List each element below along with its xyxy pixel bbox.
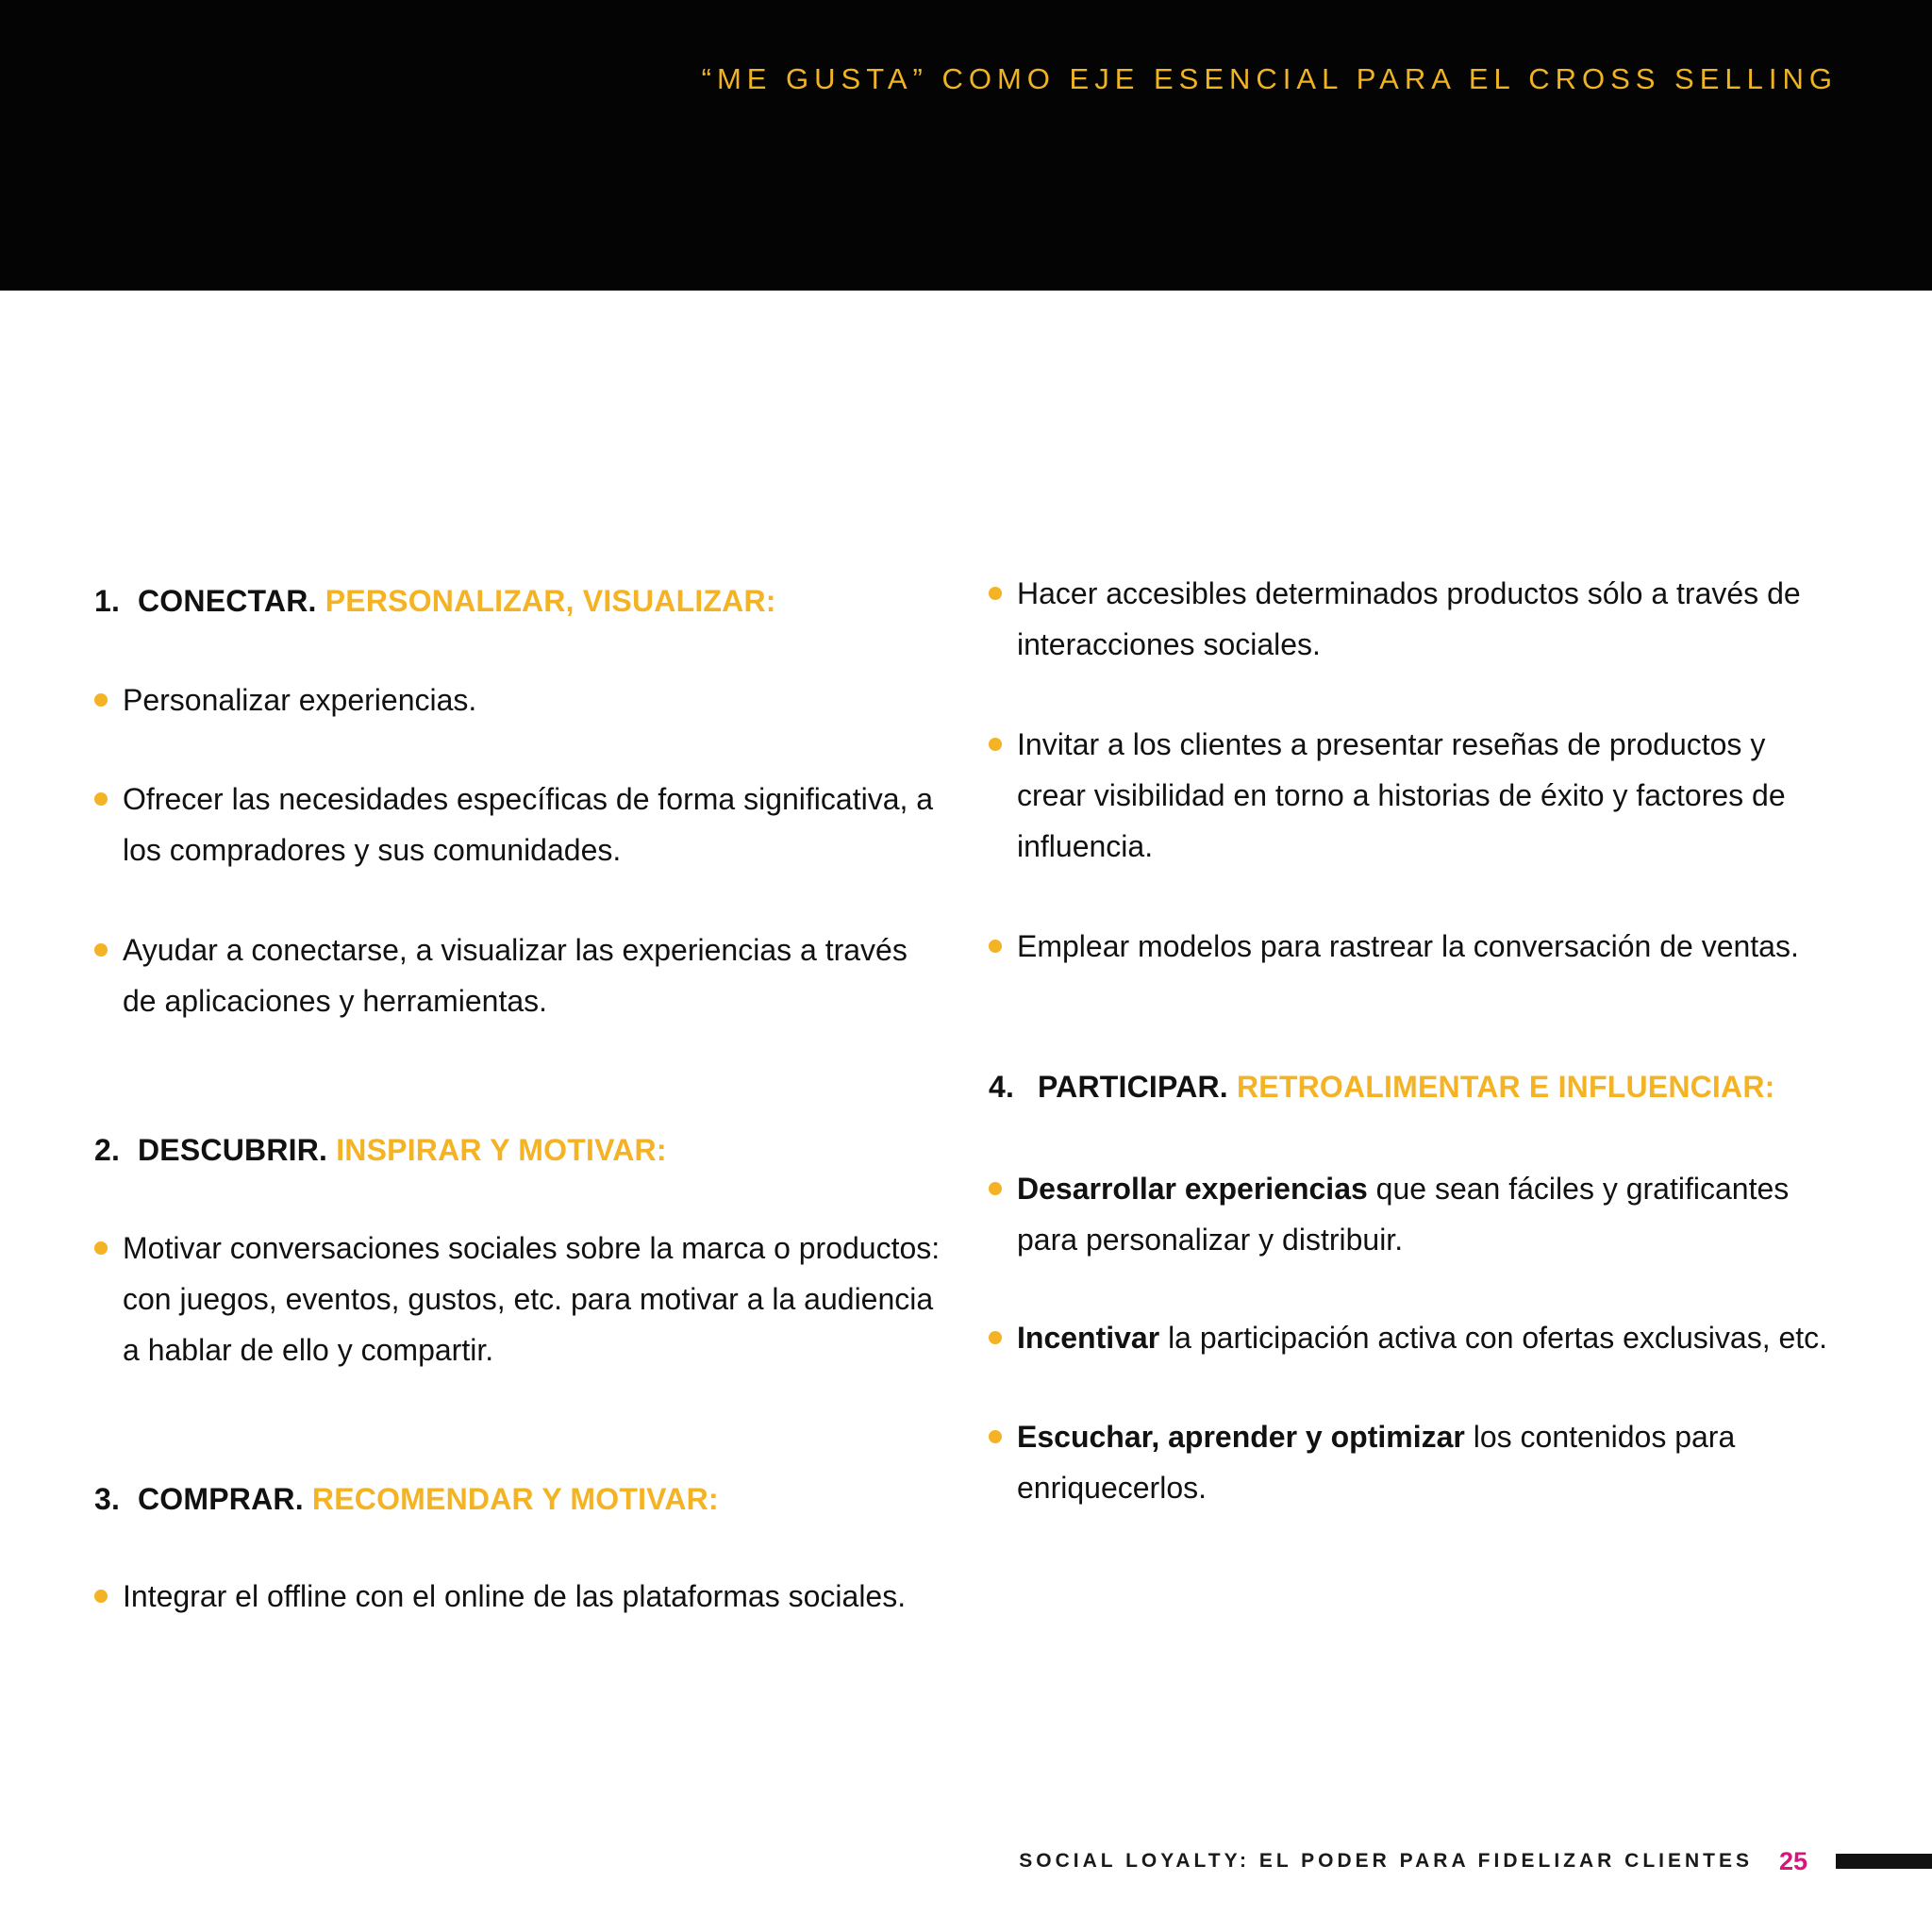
bullet-icon (989, 1331, 1002, 1344)
list-item (989, 1411, 1838, 1513)
list-item-text: la participación activa con ofertas exclusivas, etc. (1159, 1321, 1828, 1355)
page-footer (0, 1819, 1932, 1932)
bullet-icon (94, 693, 108, 707)
list-item-text: Hacer accesibles determinados productos sólo a través de interacciones sociales. (1017, 576, 1801, 661)
list-item-text: los contenidos para enriquecerlos. (1017, 1420, 1736, 1505)
list-item (989, 719, 1838, 872)
section-title: COMPRAR. (138, 1482, 304, 1516)
list-item (989, 1163, 1838, 1265)
list-item-text: que sean fáciles y gratificantes para personalizar y distribuir. (1017, 1172, 1790, 1257)
list-item-text: Ayudar a conectarse, a visualizar las experiencias a través de aplicaciones y herramientas. (123, 933, 908, 1018)
list-item-text: Ofrecer las necesidades específicas de forma significativa, a los compradores y sus comunidades. (123, 782, 934, 867)
bullet-icon (94, 1590, 108, 1603)
bullet-icon (989, 1182, 1002, 1195)
list-item-bold-lead: Incentivar (1017, 1321, 1160, 1355)
section-number: 3. (94, 1482, 121, 1516)
list-item (989, 568, 1838, 670)
list-item (94, 924, 943, 1026)
list-item (94, 1223, 943, 1375)
bullet-icon (989, 587, 1002, 600)
section-number: 2. (94, 1133, 121, 1167)
section-heading-1 (94, 575, 776, 626)
section-heading-4 (989, 1061, 1775, 1112)
list-item-text: Invitar a los clientes a presentar reseñas de productos y crear visibilidad en torno a historias de éxito y factores de influencia. (1017, 727, 1786, 863)
bullet-icon (989, 738, 1002, 751)
section-title: DESCUBRIR. (138, 1133, 328, 1167)
bullet-icon (989, 940, 1002, 953)
bullet-icon (94, 943, 108, 957)
footer-publication-title: SOCIAL LOYALTY: EL PODER PARA FIDELIZAR CLIENTES (1019, 1850, 1753, 1872)
list-item-text: Emplear modelos para rastrear la conversación de ventas. (1017, 929, 1799, 963)
list-item-text: Motivar conversaciones sociales sobre la marca o productos: con juegos, eventos, gustos, etc. para motivar a la audiencia a hablar de ello y compartir. (123, 1231, 941, 1367)
bullet-icon (94, 1241, 108, 1255)
section-heading-2 (94, 1124, 667, 1175)
list-item (989, 1312, 1838, 1363)
section-number: 1. (94, 584, 121, 618)
list-item-text: Personalizar experiencias. (123, 683, 477, 717)
section-subtitle: RETROALIMENTAR E INFLUENCIAR: (1237, 1070, 1775, 1104)
list-item-bold-lead: Escuchar, aprender y optimizar (1017, 1420, 1465, 1454)
list-item (94, 774, 943, 875)
list-item (989, 921, 1838, 972)
list-item (94, 1571, 943, 1622)
list-item-bold-lead: Desarrollar experiencias (1017, 1172, 1368, 1206)
footer-bar (1836, 1854, 1932, 1869)
left-column (94, 566, 943, 1772)
section-title: CONECTAR. (138, 584, 317, 618)
section-subtitle: RECOMENDAR Y MOTIVAR: (311, 1482, 719, 1516)
list-item (94, 675, 943, 725)
section-number: 4. (989, 1070, 1015, 1104)
section-subtitle: INSPIRAR Y MOTIVAR: (336, 1133, 667, 1167)
bullet-icon (94, 792, 108, 806)
right-column (989, 566, 1838, 1772)
page-header (0, 0, 1932, 291)
bullet-icon (989, 1430, 1002, 1443)
section-heading-3 (94, 1474, 719, 1524)
header-title: “ME GUSTA” COMO EJE ESENCIAL PARA EL CROSS SELLING (701, 62, 1838, 95)
page-number: 25 (1778, 1847, 1807, 1875)
section-subtitle: PERSONALIZAR, VISUALIZAR: (325, 584, 776, 618)
list-item-text: Integrar el offline con el online de las plataformas sociales. (123, 1579, 907, 1613)
section-title: PARTICIPAR. (1038, 1070, 1228, 1104)
